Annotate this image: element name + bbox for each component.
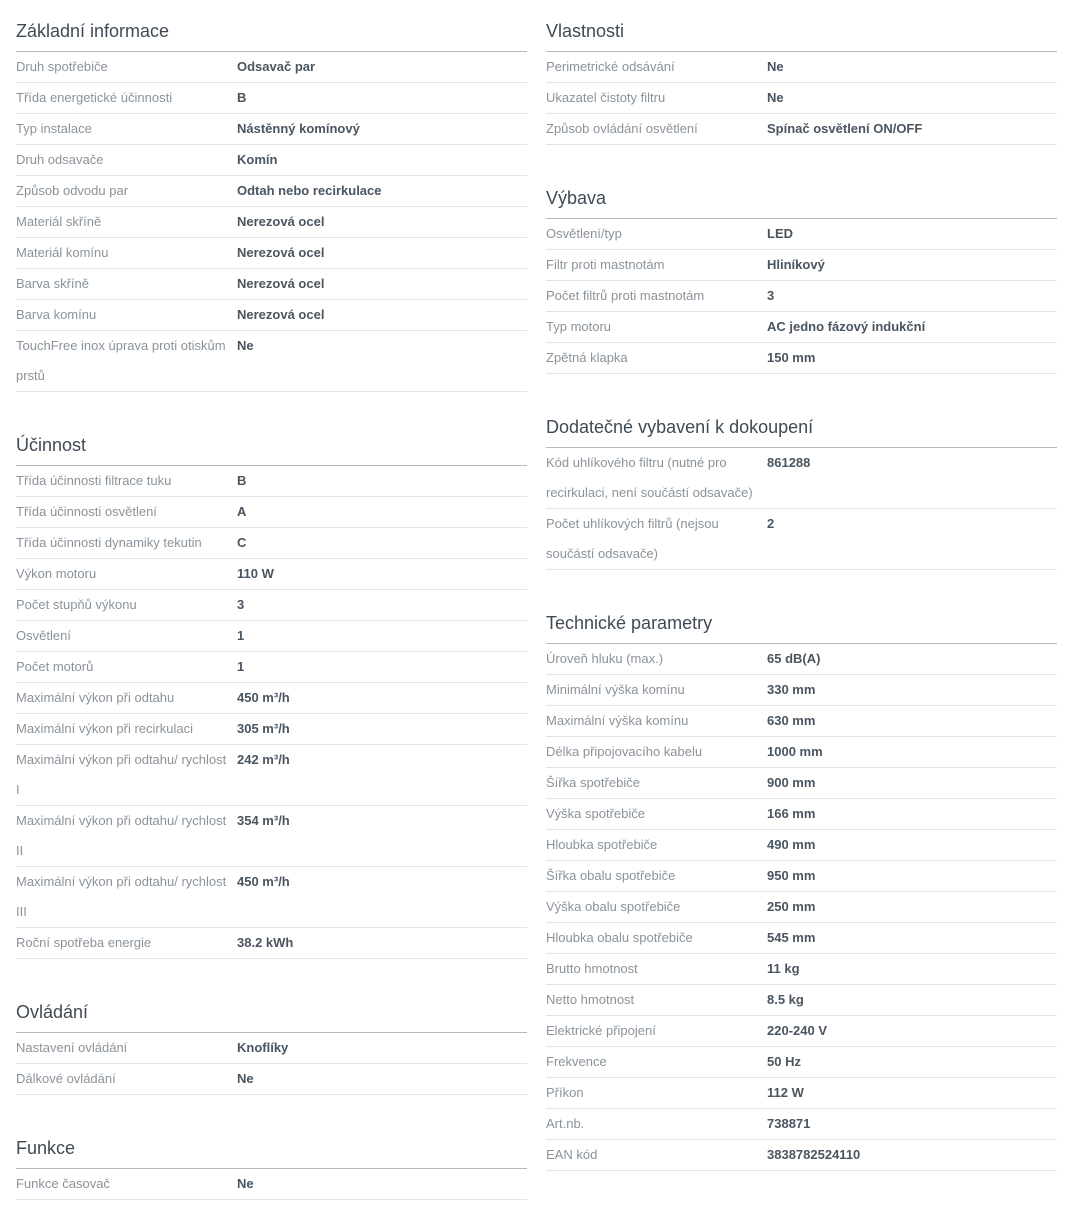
spec-row (16, 145, 527, 176)
section-title: Dodatečné vybavení k dokoupení (546, 396, 1057, 448)
spec-value: Ne (237, 1176, 254, 1191)
spec-row (16, 928, 527, 959)
spec-value: 3 (237, 597, 245, 612)
spec-value: B (237, 473, 247, 488)
spec-value: 3838782524110 (767, 1147, 861, 1162)
spec-value: Knoflíky (237, 1040, 289, 1055)
spec-value: 150 mm (767, 350, 816, 365)
spec-value: 110 W (237, 566, 274, 581)
section-ovladani (16, 981, 527, 1095)
spec-value: 250 mm (767, 899, 816, 914)
spec-row (16, 83, 527, 114)
spec-label: Elektrické připojení (546, 1023, 656, 1038)
spec-label: Počet motorů (16, 659, 94, 674)
right-column (546, 0, 1057, 1193)
spec-row (16, 1033, 527, 1064)
spec-row (16, 466, 527, 497)
spec-label: Nastavení ovládání (16, 1040, 128, 1055)
spec-label: Výška obalu spotřebiče (546, 899, 681, 914)
spec-row (16, 867, 527, 928)
spec-row (546, 1047, 1057, 1078)
spec-row (16, 652, 527, 683)
spec-value: 242 m³/h (237, 752, 290, 767)
spec-label: Ukazatel čistoty filtru (546, 90, 666, 105)
spec-label: Šířka obalu spotřebiče (546, 868, 676, 883)
spec-row (546, 830, 1057, 861)
spec-label: Úroveň hluku (max.) (546, 651, 664, 666)
spec-row (546, 312, 1057, 343)
spec-row (16, 559, 527, 590)
spec-label: Roční spotřeba energie (16, 935, 152, 950)
spec-row (546, 923, 1057, 954)
spec-row (16, 114, 527, 145)
spec-label: Hloubka spotřebiče (546, 837, 658, 852)
spec-label: Výška spotřebiče (546, 806, 645, 821)
spec-label: Maximální výkon při recirkulaci (16, 721, 193, 736)
spec-label: Filtr proti mastnotám (546, 257, 665, 272)
spec-row (546, 250, 1057, 281)
spec-value: 450 m³/h (237, 690, 290, 705)
spec-row (546, 861, 1057, 892)
spec-value: B (237, 90, 247, 105)
spec-label: Způsob ovládání osvětlení (546, 121, 698, 136)
spec-value: 450 m³/h (237, 874, 290, 889)
spec-value: 11 kg (767, 961, 800, 976)
spec-label: Minimální výška komínu (546, 682, 685, 697)
left-column (16, 0, 527, 1222)
spec-value: Odsavač par (237, 59, 316, 74)
spec-row (546, 985, 1057, 1016)
spec-row (16, 1064, 527, 1095)
spec-label: Barva skříně (16, 276, 89, 291)
spec-label: Způsob odvodu par (16, 183, 129, 198)
spec-label: Perimetrické odsávání (546, 59, 675, 74)
section-title: Výbava (546, 167, 1057, 219)
section-title: Vlastnosti (546, 0, 1057, 52)
spec-value: 166 mm (767, 806, 816, 821)
spec-label: Brutto hmotnost (546, 961, 638, 976)
spec-value: Odtah nebo recirkulace (237, 183, 382, 198)
spec-value: Ne (237, 338, 254, 353)
spec-label: Třída účinnosti osvětlení (16, 504, 157, 519)
section-title: Funkce (16, 1117, 527, 1169)
spec-row (16, 331, 527, 392)
spec-value: 630 mm (767, 713, 816, 728)
spec-value: Nerezová ocel (237, 245, 325, 260)
section-title: Účinnost (16, 414, 527, 466)
spec-label: Maximální výkon při odtahu/ rychlost I (16, 752, 227, 797)
spec-value: Ne (767, 90, 784, 105)
spec-label: Druh odsavače (16, 152, 104, 167)
spec-value: 861288 (767, 455, 811, 470)
spec-row (546, 1016, 1057, 1047)
spec-value: 1000 mm (767, 744, 823, 759)
spec-value: 1 (237, 659, 245, 674)
spec-row (16, 497, 527, 528)
spec-label: Hloubka obalu spotřebiče (546, 930, 693, 945)
spec-row (16, 621, 527, 652)
spec-value: Nerezová ocel (237, 307, 325, 322)
spec-label: Maximální výkon při odtahu/ rychlost II (16, 813, 227, 858)
spec-row (16, 269, 527, 300)
spec-row (16, 1169, 527, 1200)
spec-value: 354 m³/h (237, 813, 290, 828)
spec-row (546, 1078, 1057, 1109)
spec-label: Maximální výkon při odtahu/ rychlost III (16, 874, 227, 919)
spec-row (546, 509, 1057, 570)
spec-value: 490 mm (767, 837, 816, 852)
spec-row (16, 207, 527, 238)
spec-row (16, 590, 527, 621)
spec-row (546, 768, 1057, 799)
spec-value: 112 W (767, 1085, 804, 1100)
spec-value: Nerezová ocel (237, 214, 325, 229)
section-title: Technické parametry (546, 592, 1057, 644)
spec-label: Třída účinnosti filtrace tuku (16, 473, 172, 488)
spec-row (546, 644, 1057, 675)
spec-label: Materiál komínu (16, 245, 109, 260)
spec-label: Maximální výška komínu (546, 713, 689, 728)
spec-value: Ne (237, 1071, 254, 1086)
section-title: Ovládání (16, 981, 527, 1033)
spec-value: LED (767, 226, 793, 241)
spec-value: 65 dB(A) (767, 651, 821, 666)
spec-label: Dálkové ovládání (16, 1071, 116, 1086)
spec-row (16, 176, 527, 207)
spec-row (546, 448, 1057, 509)
spec-label: Kód uhlíkového filtru (nutné pro recirkulaci, není součástí odsavače) (546, 455, 753, 500)
spec-row (546, 281, 1057, 312)
spec-value: 2 (767, 516, 775, 531)
spec-row (16, 52, 527, 83)
spec-row (16, 528, 527, 559)
spec-value: AC jedno fázový indukční (767, 319, 926, 334)
spec-label: Příkon (546, 1085, 584, 1100)
spec-label: Třída účinnosti dynamiky tekutin (16, 535, 202, 550)
spec-label: Typ instalace (16, 121, 92, 136)
spec-label: Materiál skříně (16, 214, 102, 229)
spec-label: TouchFree inox úprava proti otiskům prstů (16, 338, 226, 383)
spec-label: Druh spotřebiče (16, 59, 108, 74)
spec-row (16, 300, 527, 331)
section-dodatecne-vybaveni-k-dokoupeni (546, 396, 1057, 570)
spec-row (546, 83, 1057, 114)
spec-row (546, 1140, 1057, 1171)
spec-value: 38.2 kWh (237, 935, 294, 950)
spec-label: Funkce časovač (16, 1176, 110, 1191)
spec-row (546, 52, 1057, 83)
spec-value: 50 Hz (767, 1054, 801, 1069)
section-funkce (16, 1117, 527, 1200)
section-technicke-parametry (546, 592, 1057, 1171)
section-vlastnosti (546, 0, 1057, 145)
spec-label: Barva komínu (16, 307, 97, 322)
section-title: Základní informace (16, 0, 527, 52)
spec-label: EAN kód (546, 1147, 598, 1162)
spec-row (16, 238, 527, 269)
spec-label: Třída energetické účinnosti (16, 90, 173, 105)
spec-row (546, 114, 1057, 145)
spec-value: Hliníkový (767, 257, 825, 272)
spec-value: 900 mm (767, 775, 816, 790)
spec-row (16, 683, 527, 714)
spec-row (546, 343, 1057, 374)
spec-row (546, 219, 1057, 250)
spec-value: 738871 (767, 1116, 811, 1131)
spec-row (546, 954, 1057, 985)
spec-label: Maximální výkon při odtahu (16, 690, 175, 705)
spec-row (546, 892, 1057, 923)
section-vybava (546, 167, 1057, 374)
spec-value: 1 (237, 628, 245, 643)
spec-row (16, 745, 527, 806)
spec-value: Komín (237, 152, 278, 167)
spec-row (16, 714, 527, 745)
spec-row (16, 806, 527, 867)
spec-row (546, 675, 1057, 706)
spec-label: Frekvence (546, 1054, 607, 1069)
spec-row (546, 799, 1057, 830)
spec-label: Počet stupňů výkonu (16, 597, 137, 612)
spec-value: 330 mm (767, 682, 816, 697)
spec-label: Osvětlení/typ (546, 226, 622, 241)
spec-label: Počet uhlíkových filtrů (nejsou součástí odsavače) (546, 516, 719, 561)
spec-row (546, 1109, 1057, 1140)
spec-label: Netto hmotnost (546, 992, 635, 1007)
spec-label: Výkon motoru (16, 566, 97, 581)
spec-label: Počet filtrů proti mastnotám (546, 288, 705, 303)
spec-value: Ne (767, 59, 784, 74)
spec-label: Osvětlení (16, 628, 71, 643)
spec-value: Nerezová ocel (237, 276, 325, 291)
spec-label: Zpětná klapka (546, 350, 628, 365)
section-ucinnost (16, 414, 527, 959)
spec-value: Nástěnný komínový (237, 121, 360, 136)
spec-label: Art.nb. (546, 1116, 585, 1131)
spec-value: C (237, 535, 247, 550)
spec-value: 3 (767, 288, 775, 303)
spec-value: 305 m³/h (237, 721, 290, 736)
spec-label: Délka připojovacího kabelu (546, 744, 703, 759)
spec-value: 545 mm (767, 930, 816, 945)
spec-value: 950 mm (767, 868, 816, 883)
spec-value: Spínač osvětlení ON/OFF (767, 121, 923, 136)
spec-value: A (237, 504, 247, 519)
section-zakladni-informace (16, 0, 527, 392)
spec-row (546, 737, 1057, 768)
spec-value: 8.5 kg (767, 992, 804, 1007)
spec-label: Šířka spotřebiče (546, 775, 640, 790)
spec-value: 220-240 V (767, 1023, 827, 1038)
spec-label: Typ motoru (546, 319, 612, 334)
spec-row (546, 706, 1057, 737)
